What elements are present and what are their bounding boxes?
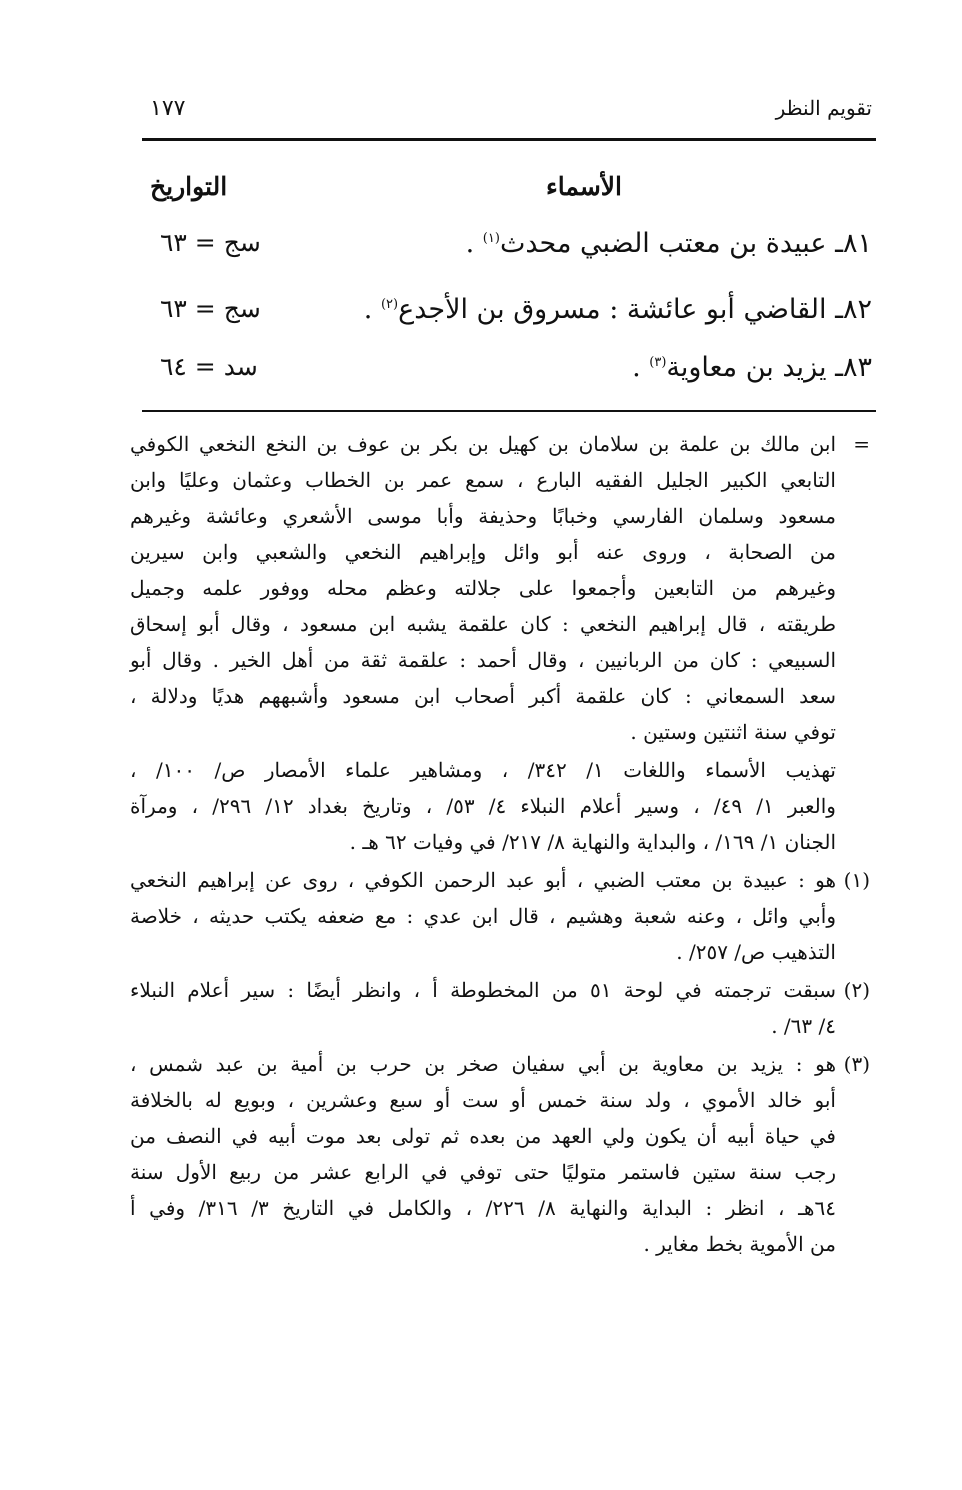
footnote-line: هو : يزيد بن معاوية بن أبي سفيان صخر بن حرب بن أمية بن عبد شمس ، bbox=[130, 1052, 836, 1076]
footnote-ref: (٢) bbox=[380, 297, 399, 312]
footnote-line: سبقت ترجمته في لوحة ٥١ من المخطوطة أ ، وانظر أيضًا : سير أعلام النبلاء bbox=[130, 978, 836, 1002]
footnote-line: الجنان ١/ ١٦٩/ ، والبداية والنهاية ٨/ ٢١٧/ في وفيات ٦٢ هـ . bbox=[349, 830, 836, 854]
footnote-line: أبو خالد الأموي ، ولد سنة خمس أو ست أو سبع وعشرين ، وبويع له بالخلافة bbox=[130, 1088, 836, 1112]
footnote-line: طريقته ، قال إبراهيم النخعي : كان علقمة يشبه ابن مسعود ، وقال أبو إسحاق bbox=[130, 612, 836, 636]
footnote-line: في حياة أبيه أن يكون ولي العهد من بعده ثم تولى بعد موت أبيه في النصف من bbox=[130, 1124, 836, 1148]
footnote-body bbox=[130, 972, 836, 1044]
footnote-rule bbox=[142, 410, 876, 412]
footnote-body bbox=[130, 1046, 836, 1262]
entry-name bbox=[632, 352, 872, 383]
footnote-mark: (٢) bbox=[843, 978, 870, 1002]
footnote-3 bbox=[130, 1046, 870, 1262]
footnote-line: من الأموية بخط مغاير . bbox=[643, 1232, 836, 1256]
footnote-mark: = bbox=[853, 432, 870, 456]
header-rule bbox=[142, 138, 876, 141]
footnote-line: وغيرهم من التابعين وأجمعوا على جلالته وعظم محله ووفور علمه وجميل bbox=[130, 576, 836, 600]
entry-date: سج = ٦٣ bbox=[160, 294, 261, 323]
footnote-ref: (٣) bbox=[649, 355, 667, 370]
footnote-body bbox=[130, 426, 836, 750]
footnote-line: ٦٤هـ ، انظر : البداية والنهاية ٨/ ٢٢٦/ ، والكامل في التاريخ ٣/ ٣١٦/ وفي أ bbox=[130, 1196, 836, 1220]
footnote-line: من الصحابة ، وروى عنه أبو وائل وإبراهيم النخعي والشعبي وابن سيرين bbox=[130, 540, 836, 564]
page-number: ١٧٧ bbox=[150, 96, 186, 121]
entry-name bbox=[364, 294, 872, 325]
names-column-heading: الأسماء bbox=[546, 172, 622, 201]
footnote-line: ٤/ ٦٣/ . bbox=[771, 1014, 836, 1038]
footnote-line: والعبر ١/ ٤٩/ ، وسير أعلام النبلاء ٤/ ٥٣/ ، وتاريخ بغداد ١٢/ ٢٩٦/ ، ومرآة bbox=[130, 794, 836, 818]
entry-date: سج = ٦٣ bbox=[160, 228, 261, 257]
footnote-line: السبيعي : كان من الربانيين ، وقال أحمد : علقمة ثقة من أهل الخير . وقال أبو bbox=[130, 648, 836, 672]
entry-date: سد = ٦٤ bbox=[160, 352, 258, 381]
footnote-line: رجب سنة ستين فاستمر متوليًا حتى توفي في الرابع عشر من ربيع الأول سنة bbox=[130, 1160, 836, 1184]
entry-name bbox=[466, 228, 872, 259]
entry-name-text: ٨١ـ عبيدة بن معتب الضبي محدث bbox=[499, 228, 872, 259]
footnote-body bbox=[130, 862, 836, 970]
footnote-line: ابن مالك بن علمة بن سلامان بن كهيل بن بكر بن عوف بن النخع النخعي الكوفي bbox=[130, 432, 836, 456]
footnote-line: وأبي وائل ، وعنه شعبة وهشيم ، قال ابن عدي : مع ضعفه يكتب حديثه ، خلاصة bbox=[130, 904, 836, 928]
footnote-ref: (١) bbox=[482, 231, 500, 246]
entry-end: . bbox=[632, 352, 650, 383]
entry-end: . bbox=[465, 228, 483, 259]
footnote-mark: (٣) bbox=[843, 1052, 870, 1076]
footnote-mark: (١) bbox=[843, 868, 870, 892]
footnote-line: توفي سنة اثنتين وستين . bbox=[630, 720, 836, 744]
entry-name-text: ٨٢ـ القاضي أبو عائشة : مسروق بن الأجدع bbox=[398, 294, 872, 325]
footnote-line: سعد السمعاني : كان علقمة أكبر أصحاب ابن مسعود وأشبههم هديًا ودلالة ، bbox=[130, 684, 836, 708]
footnote-continuation bbox=[130, 426, 870, 750]
running-title: تقويم النظر bbox=[775, 96, 872, 120]
footnote-line: مسعود وسلمان الفارسي وخبابًا وحذيفة وأبا موسى الأشعري وعائشة وغيرهم bbox=[130, 504, 836, 528]
footnotes bbox=[130, 426, 870, 1264]
entry-end: . bbox=[363, 294, 381, 325]
footnote-line: هو : عبيدة بن معتب الضبي ، أبو عبد الرحمن الكوفي ، روى عن إبراهيم النخعي bbox=[130, 868, 836, 892]
footnote-body bbox=[130, 752, 836, 860]
footnote-sources bbox=[130, 752, 870, 860]
dates-column-heading: التواريخ bbox=[150, 172, 228, 201]
footnote-line: تهذيب الأسماء واللغات ١/ ٣٤٢/ ، ومشاهير علماء الأمصار ص/ ١٠٠/ ، bbox=[130, 758, 836, 782]
footnote-1 bbox=[130, 862, 870, 970]
footnote-line: التذهيب ص/ ٢٥٧/ . bbox=[676, 940, 836, 964]
footnote-2 bbox=[130, 972, 870, 1044]
entry-name-text: ٨٣ـ يزيد بن معاوية bbox=[666, 352, 872, 383]
footnote-line: التابعي الكبير الجليل الفقيه البارع ، سمع عمر بن الخطاب وعثمان وعليًا وابن bbox=[130, 468, 836, 492]
